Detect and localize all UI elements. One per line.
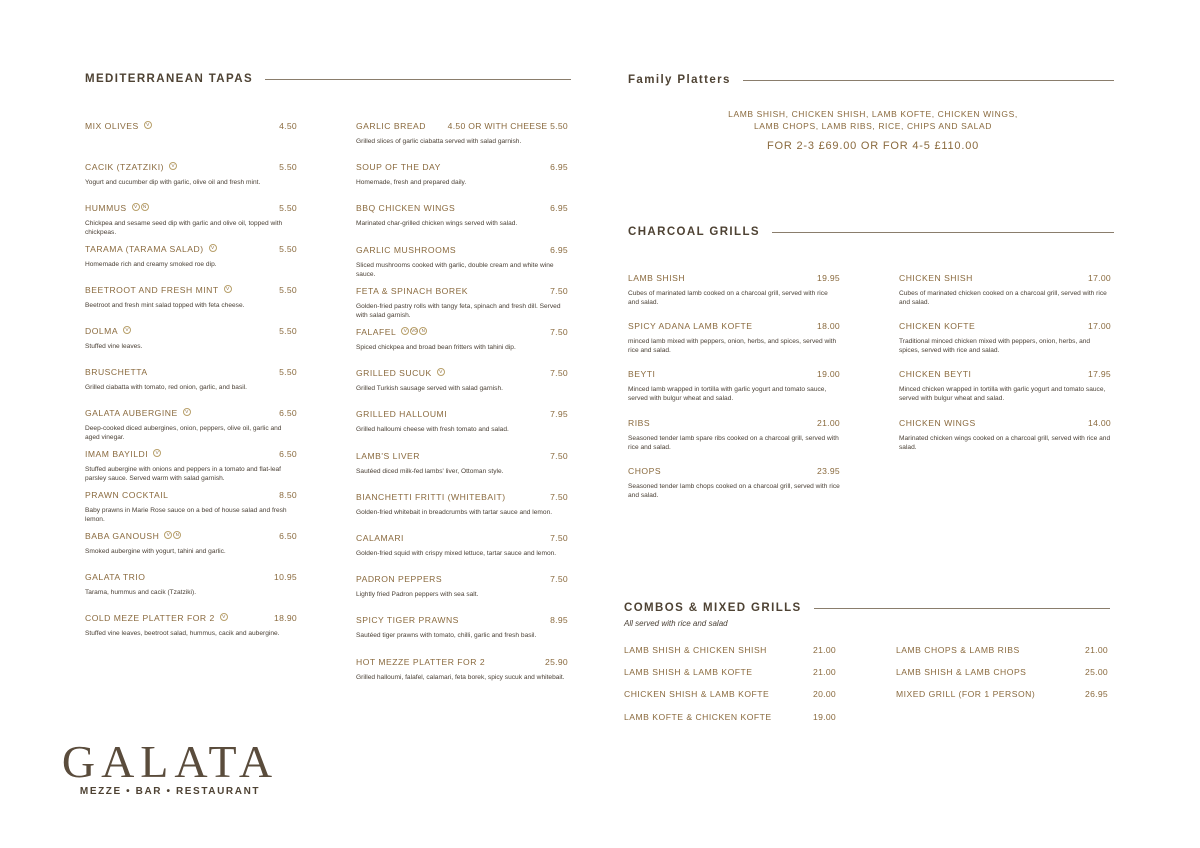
menu-item-name: GALATA AUBERGINE xyxy=(85,408,178,418)
menu-item-header xyxy=(85,362,297,380)
menu-item xyxy=(356,363,568,393)
menu-item-name: BBQ CHICKEN WINGS xyxy=(356,203,456,214)
platters-title: Family Platters xyxy=(628,74,731,86)
menu-item-price: 4.50 OR WITH CHEESE 5.50 xyxy=(447,121,568,131)
menu-item-name: SPICY TIGER PRAWNS xyxy=(356,615,459,626)
menu-item-header xyxy=(628,413,840,431)
menu-item xyxy=(899,364,1111,403)
menu-item xyxy=(899,316,1111,355)
menu-item-name: GALATA TRIO xyxy=(85,572,146,582)
menu-item-name-wrap xyxy=(356,569,442,587)
menu-item xyxy=(899,413,1111,452)
vegetarian-icon: V xyxy=(153,449,161,457)
menu-item-description: Cubes of marinated chicken cooked on a charcoal grill, served with rice and salad. xyxy=(899,290,1107,306)
menu-item-price: 7.50 xyxy=(550,491,568,502)
combo-item-name: LAMB SHISH & CHICKEN SHISH xyxy=(624,645,767,655)
combos-rule xyxy=(814,608,1110,609)
dietary-tags xyxy=(220,613,228,621)
menu-item-description: Stuffed vine leaves, beetroot salad, hummus, cacik and aubergine. xyxy=(85,630,280,637)
menu-item-description: Grilled slices of garlic ciabatta served with salad garnish. xyxy=(356,138,522,145)
menu-item-header xyxy=(85,280,297,298)
combos-subtitle: All served with rice and salad xyxy=(624,619,728,628)
menu-item xyxy=(628,413,840,452)
menu-item-price: 17.00 xyxy=(1087,321,1111,332)
menu-item-description: Chickpea and sesame seed dip with garlic and olive oil, topped with chickpeas. xyxy=(85,220,283,236)
menu-item-name-wrap xyxy=(85,485,168,503)
menu-item-name-wrap xyxy=(85,403,191,421)
menu-item-price: 7.50 xyxy=(550,285,568,296)
combo-item-price: 19.00 xyxy=(812,711,836,722)
combo-item xyxy=(624,712,836,722)
menu-item-name: CHICKEN WINGS xyxy=(899,417,976,428)
combo-item-price: 21.00 xyxy=(1084,645,1108,655)
menu-item-header xyxy=(356,281,568,299)
menu-item-name-wrap xyxy=(85,198,149,216)
menu-item-price: 19.95 xyxy=(816,273,840,283)
vegetarian-icon: V xyxy=(164,531,172,539)
dietary-tags xyxy=(224,285,232,293)
menu-item-header xyxy=(356,652,568,670)
menu-item-description: Grilled halloumi, falafel, calamari, feta borek, spicy sucuk and whitebait. xyxy=(356,673,565,681)
vegetarian-icon: V xyxy=(209,244,217,252)
menu-item xyxy=(85,403,297,442)
menu-item-price: 7.50 xyxy=(550,327,568,337)
menu-item-name-wrap xyxy=(899,268,973,286)
menu-item xyxy=(356,528,568,558)
menu-item-description: Seasoned tender lamb spare ribs cooked on a charcoal grill, served with rice and salad. xyxy=(628,434,839,451)
menu-item-header xyxy=(85,403,297,421)
menu-item-name-wrap xyxy=(85,608,228,626)
menu-item-header xyxy=(356,610,568,628)
vegetarian-icon: V xyxy=(401,327,409,335)
menu-item xyxy=(85,239,297,269)
combo-item-name: MIXED GRILL (FOR 1 PERSON) xyxy=(896,689,1036,700)
menu-item-price: 6.95 xyxy=(550,203,568,214)
grills-rule xyxy=(772,232,1114,233)
menu-item-header xyxy=(356,487,568,505)
vegan-icon: VG xyxy=(411,327,418,333)
menu-item xyxy=(356,322,568,352)
menu-item xyxy=(356,198,568,228)
tapas-header xyxy=(85,73,571,85)
menu-item-description: Sautéed tiger prawns with tomato, chilli, garlic and fresh basil. xyxy=(356,632,537,640)
menu-item-price: 8.50 xyxy=(279,490,297,500)
menu-item-header xyxy=(85,116,297,134)
menu-item-name-wrap xyxy=(628,316,753,334)
menu-item-description: Grilled ciabatta with tomato, red onion, garlic, and basil. xyxy=(85,384,247,391)
menu-item-name-wrap xyxy=(899,413,976,431)
menu-item-header xyxy=(356,446,568,464)
menu-item-name: CHICKEN BEYTI xyxy=(899,369,972,380)
combo-item xyxy=(896,689,1108,699)
menu-item-name-wrap xyxy=(85,239,217,257)
menu-item-header xyxy=(85,239,297,257)
menu-item-price: 6.50 xyxy=(279,408,297,418)
menu-item-price: 17.00 xyxy=(1087,273,1111,283)
menu-item-name-wrap xyxy=(628,461,661,479)
menu-item-name: HUMMUS xyxy=(85,203,127,213)
platters-items-line-2: LAMB CHOPS, LAMB RIBS, RICE, CHIPS AND SALAD xyxy=(753,121,992,131)
menu-item-price: 8.95 xyxy=(550,615,568,626)
menu-item xyxy=(85,485,297,524)
menu-item-description: Sautéed diced milk-fed lambs' liver, Ottoman style. xyxy=(356,467,504,475)
menu-item-price: 5.50 xyxy=(279,203,297,213)
menu-item-description: Golden-fried squid with crispy mixed lettuce, tartar sauce and lemon. xyxy=(356,550,557,557)
menu-item-name-wrap xyxy=(356,446,420,464)
menu-item xyxy=(356,569,568,599)
menu-item-name: PADRON PEPPERS xyxy=(356,574,443,585)
menu-item-name: RIBS xyxy=(628,417,651,428)
menu-item-name-wrap xyxy=(356,116,426,134)
combo-item xyxy=(896,645,1108,655)
platters-header xyxy=(628,74,1114,86)
menu-item-name-wrap xyxy=(628,268,685,286)
menu-item-price: 17.95 xyxy=(1087,369,1111,380)
menu-item xyxy=(85,157,297,187)
menu-item-price: 6.95 xyxy=(550,244,568,255)
dietary-tags xyxy=(209,244,217,252)
dietary-tags xyxy=(169,162,177,170)
menu-item-price: 6.50 xyxy=(279,449,297,459)
dietary-tags xyxy=(437,368,445,376)
menu-item-name-wrap xyxy=(628,413,650,431)
menu-item-name-wrap xyxy=(356,652,485,670)
menu-item-description: Tarama, hummus and cacik (Tzatziki). xyxy=(85,589,197,596)
menu-item-header xyxy=(85,321,297,339)
tapas-title: MEDITERRANEAN TAPAS xyxy=(85,73,254,85)
menu-item-name-wrap xyxy=(356,198,455,216)
menu-item-description: Minced chicken wrapped in tortilla with garlic yogurt and tomato sauce, served with bulgur wheat and salad. xyxy=(899,386,1106,403)
galata-logo xyxy=(40,738,300,797)
menu-item-header xyxy=(85,608,297,626)
menu-item-name: BIANCHETTI FRITTI (WHITEBAIT) xyxy=(356,491,506,502)
menu-item xyxy=(356,446,568,476)
menu-item-name: BEETROOT AND FRESH MINT xyxy=(85,285,219,295)
menu-item-price: 21.00 xyxy=(816,417,840,428)
combos-title: COMBOS & MIXED GRILLS xyxy=(624,602,802,614)
menu-item-name-wrap xyxy=(85,567,145,585)
menu-item xyxy=(85,321,297,351)
menu-item-price: 6.95 xyxy=(550,162,568,173)
menu-item xyxy=(628,268,840,307)
menu-item-header xyxy=(356,363,568,381)
dietary-tags xyxy=(153,449,161,457)
combo-item-name: LAMB CHOPS & LAMB RIBS xyxy=(896,645,1020,655)
menu-item-price: 4.50 xyxy=(279,121,297,131)
menu-item-name-wrap xyxy=(356,281,468,299)
menu-item-header xyxy=(628,461,840,479)
menu-item-name: IMAM BAYILDI xyxy=(85,449,149,459)
menu-item xyxy=(85,280,297,310)
combo-item-price: 26.95 xyxy=(1084,689,1108,700)
menu-item-name: DOLMA xyxy=(85,326,119,336)
menu-item-description: Spiced chickpea and broad bean fritters with tahini dip. xyxy=(356,344,516,351)
menu-item xyxy=(356,240,568,279)
combo-item-price: 20.00 xyxy=(812,689,836,700)
menu-item-price: 25.90 xyxy=(544,656,568,667)
menu-item-header xyxy=(85,485,297,503)
menu-item-header xyxy=(85,198,297,216)
logo-name: GALATA xyxy=(61,736,279,787)
menu-item-description: Minced lamb wrapped in tortilla with garlic yogurt and tomato sauce, served with bulgur wheat and salad. xyxy=(628,386,827,403)
dietary-tags xyxy=(401,327,427,335)
menu-item-name-wrap xyxy=(356,404,447,422)
menu-item-description: Golden-fried pastry rolls with tangy feta, spinach and fresh dill. Served with salad garnish. xyxy=(356,302,561,319)
menu-item-header xyxy=(899,268,1111,286)
menu-item xyxy=(85,608,297,638)
menu-item-description: Grilled Turkish sausage served with salad garnish. xyxy=(356,385,503,393)
menu-item-header xyxy=(628,268,840,286)
menu-item xyxy=(85,198,297,237)
menu-item-description: Stuffed vine leaves. xyxy=(85,343,143,350)
menu-item-description: Sliced mushrooms cooked with garlic, double cream and white wine sauce. xyxy=(356,261,554,278)
vegetarian-icon: V xyxy=(169,162,177,170)
logo-tagline: MEZZE • BAR • RESTAURANT xyxy=(79,786,261,797)
vegetarian-icon: V xyxy=(437,368,445,376)
combo-item xyxy=(896,667,1108,677)
menu-item-name: BEYTI xyxy=(628,369,656,380)
nut-icon: N xyxy=(141,203,149,211)
platters-items-line-1: LAMB SHISH, CHICKEN SHISH, LAMB KOFTE, CHICKEN WINGS, xyxy=(728,109,1018,119)
menu-item-description: Homemade, fresh and prepared daily. xyxy=(356,179,467,187)
menu-item-name-wrap xyxy=(356,487,506,505)
menu-item-name-wrap xyxy=(356,610,459,628)
menu-item-header xyxy=(85,444,297,462)
platters-rule xyxy=(743,80,1114,81)
menu-item-description: Smoked aubergine with yogurt, tahini and garlic. xyxy=(85,548,226,555)
menu-item-price: 7.50 xyxy=(550,450,568,461)
menu-item-name-wrap xyxy=(899,364,971,382)
menu-item-header xyxy=(356,240,568,258)
menu-item-name: TARAMA (TARAMA SALAD) xyxy=(85,244,204,254)
menu-item xyxy=(85,567,297,597)
menu-item-name: CALAMARI xyxy=(356,533,404,543)
menu-item-description: Baby prawns in Marie Rose sauce on a bed of house salad and fresh lemon. xyxy=(85,507,287,523)
menu-item-name: LAMB SHISH xyxy=(628,273,686,283)
combo-item xyxy=(624,645,836,655)
menu-item-name-wrap xyxy=(899,316,975,334)
menu-item-name-wrap xyxy=(85,157,177,175)
menu-item-name: PRAWN COCKTAIL xyxy=(85,490,169,500)
menu-item-name: SPICY ADANA LAMB KOFTE xyxy=(628,321,753,332)
menu-item-header xyxy=(356,322,568,340)
menu-item-name: MIX OLIVES xyxy=(85,121,139,131)
combo-item-price: 21.00 xyxy=(812,667,836,678)
menu-item-description: Traditional minced chicken mixed with peppers, onion, herbs, and spices, served with rice and salad. xyxy=(899,338,1091,355)
menu-item-header xyxy=(899,316,1111,334)
menu-item-name: GRILLED HALLOUMI xyxy=(356,409,448,420)
menu-item xyxy=(356,281,568,320)
menu-item-name-wrap xyxy=(85,321,131,339)
menu-item-description: Grilled halloumi cheese with fresh tomato and salad. xyxy=(356,426,509,434)
menu-item-description: Beetroot and fresh mint salad topped with feta cheese. xyxy=(85,302,245,309)
menu-item-name-wrap xyxy=(628,364,655,382)
menu-item-price: 14.00 xyxy=(1087,417,1111,428)
menu-item-description: Stuffed aubergine with onions and peppers in a tomato and flat-leaf parsley sauce. Served warm with salad garnish. xyxy=(85,466,281,482)
menu-item-price: 5.50 xyxy=(279,367,297,377)
menu-item-name-wrap xyxy=(85,526,181,544)
menu-item-description: Golden-fried whitebait in breadcrumbs with tartar sauce and lemon. xyxy=(356,508,553,516)
combo-item-price: 25.00 xyxy=(1084,667,1108,678)
vegetarian-icon: V xyxy=(123,326,131,334)
menu-item-description: Marinated chicken wings cooked on a charcoal grill, served with rice and salad. xyxy=(899,434,1111,451)
menu-item xyxy=(356,157,568,187)
menu-item xyxy=(85,444,297,483)
menu-item xyxy=(85,362,297,392)
menu-item-name: CHICKEN SHISH xyxy=(899,273,973,283)
vegetarian-icon: V xyxy=(183,408,191,416)
combos-header xyxy=(624,602,1110,614)
platters-price: FOR 2-3 £69.00 OR FOR 4-5 £110.00 xyxy=(766,140,980,152)
menu-item-description: Deep-cooked diced aubergines, onion, peppers, olive oil, garlic and aged vinegar. xyxy=(85,425,282,441)
vegetarian-icon: V xyxy=(220,613,228,621)
dietary-tags xyxy=(183,408,191,416)
menu-item-name-wrap xyxy=(85,362,148,380)
menu-item-price: 7.50 xyxy=(550,574,568,585)
vegetarian-icon: V xyxy=(224,285,232,293)
combo-item-name: LAMB SHISH & LAMB KOFTE xyxy=(624,667,753,678)
menu-item-name-wrap xyxy=(356,322,427,340)
menu-item-name-wrap xyxy=(356,157,441,175)
dietary-tags xyxy=(164,531,181,539)
menu-item-header xyxy=(356,198,568,216)
vegetarian-icon: V xyxy=(144,121,152,129)
dietary-tags xyxy=(132,203,149,211)
nut-icon: N xyxy=(173,531,181,539)
grills-header xyxy=(628,226,1114,238)
menu-item xyxy=(356,652,568,682)
menu-item-name-wrap xyxy=(85,280,232,298)
menu-item-description: Lightly fried Padron peppers with sea salt. xyxy=(356,591,479,599)
menu-item-name: CHICKEN KOFTE xyxy=(899,321,976,332)
nut-icon: N xyxy=(419,327,427,335)
dietary-tags xyxy=(144,121,152,129)
menu-item-header xyxy=(356,116,568,134)
menu-item xyxy=(356,116,568,146)
menu-item-header xyxy=(356,157,568,175)
menu-item-name: BABA GANOUSH xyxy=(85,531,160,541)
dietary-tags xyxy=(123,326,131,334)
menu-item-name: GARLIC BREAD xyxy=(356,121,426,131)
menu-item-name: HOT MEZZE PLATTER FOR 2 xyxy=(356,656,486,667)
menu-item-name: LAMB'S LIVER xyxy=(356,450,420,461)
menu-item-name: FETA & SPINACH BOREK xyxy=(356,285,469,296)
platters-items xyxy=(628,108,1118,132)
menu-item-name: BRUSCHETTA xyxy=(85,367,148,377)
menu-item-description: Homemade rich and creamy smoked roe dip. xyxy=(85,261,217,268)
menu-item-header xyxy=(356,404,568,422)
menu-item-header xyxy=(628,316,840,334)
menu-item xyxy=(899,268,1111,307)
combo-item xyxy=(624,667,836,677)
menu-item-price: 7.50 xyxy=(550,368,568,379)
menu-item-header xyxy=(356,528,568,546)
menu-item-price: 19.00 xyxy=(816,369,840,380)
menu-item-price: 7.50 xyxy=(550,533,568,543)
menu-item-name-wrap xyxy=(85,116,152,134)
menu-item-price: 6.50 xyxy=(279,531,297,541)
menu-item-price: 5.50 xyxy=(279,326,297,336)
vegetarian-icon: V xyxy=(132,203,140,211)
combo-item-name: LAMB SHISH & LAMB CHOPS xyxy=(896,667,1027,678)
menu-item-price: 10.95 xyxy=(273,572,297,582)
menu-item-price: 23.95 xyxy=(816,465,840,476)
menu-item-description: Yogurt and cucumber dip with garlic, olive oil and fresh mint. xyxy=(85,179,261,186)
menu-item-name: COLD MEZE PLATTER FOR 2 xyxy=(85,613,215,623)
combo-item-name: CHICKEN SHISH & LAMB KOFTE xyxy=(624,689,770,700)
menu-item-name-wrap xyxy=(356,528,404,546)
menu-item-header xyxy=(85,567,297,585)
menu-item-description: minced lamb mixed with peppers, onion, herbs, and spices, served with rice and salad. xyxy=(628,338,837,355)
menu-item-name: GRILLED SUCUK xyxy=(356,368,432,379)
menu-item-name-wrap xyxy=(356,363,445,381)
menu-item-name: CHOPS xyxy=(628,465,662,476)
menu-item-price: 7.95 xyxy=(550,409,568,420)
menu-item-header xyxy=(899,364,1111,382)
menu-item xyxy=(356,487,568,517)
menu-item-header xyxy=(85,526,297,544)
menu-item-header xyxy=(356,569,568,587)
menu-item-name: FALAFEL xyxy=(356,327,397,337)
menu-item-price: 5.50 xyxy=(279,244,297,254)
menu-item-name-wrap xyxy=(356,240,456,258)
combo-item-name: LAMB KOFTE & CHICKEN KOFTE xyxy=(624,711,772,722)
menu-item-header xyxy=(85,157,297,175)
menu-item xyxy=(628,364,840,403)
menu-item xyxy=(356,404,568,434)
menu-item xyxy=(628,461,840,500)
menu-item-description: Marinated char-grilled chicken wings served with salad. xyxy=(356,220,518,228)
menu-item xyxy=(628,316,840,355)
menu-item xyxy=(356,610,568,640)
menu-item xyxy=(85,116,297,134)
menu-item-header xyxy=(899,413,1111,431)
menu-item-price: 18.90 xyxy=(273,613,297,623)
menu-item-price: 5.50 xyxy=(279,162,297,172)
menu-item xyxy=(85,526,297,556)
menu-item-name: CACIK (TZATZIKI) xyxy=(85,162,164,172)
menu-item-description: Cubes of marinated lamb cooked on a charcoal grill, served with rice and salad. xyxy=(628,290,828,306)
combo-item xyxy=(624,689,836,699)
menu-item-name: SOUP OF THE DAY xyxy=(356,162,441,173)
menu-item-description: Seasoned tender lamb chops cooked on a charcoal grill, served with rice and salad. xyxy=(628,482,840,499)
menu-item-header xyxy=(628,364,840,382)
menu-item-name-wrap xyxy=(85,444,161,462)
menu-item-name: GARLIC MUSHROOMS xyxy=(356,244,457,255)
combo-item-price: 21.00 xyxy=(812,645,836,655)
menu-item-price: 5.50 xyxy=(279,285,297,295)
menu-item-price: 18.00 xyxy=(816,321,840,332)
grills-title: CHARCOAL GRILLS xyxy=(628,226,760,238)
tapas-rule xyxy=(265,79,571,80)
